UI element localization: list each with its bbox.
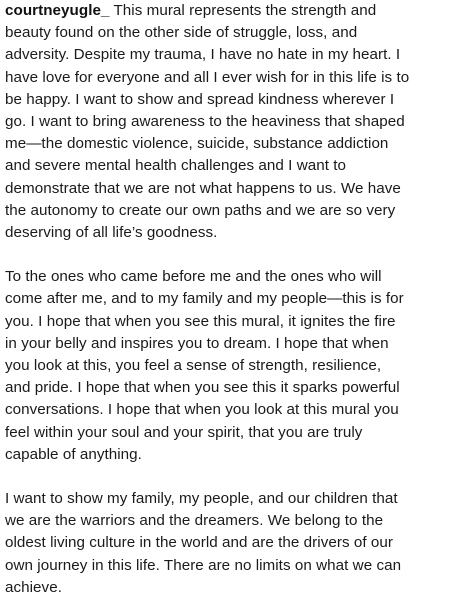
caption-line: feel within your soul and your spirit, that you are truly bbox=[5, 423, 363, 441]
caption-line: deserving of all life’s goodness. bbox=[5, 224, 218, 242]
caption-line: you look at this, you feel a sense of strength, resilience, bbox=[5, 357, 382, 375]
post-caption bbox=[5, 0, 453, 599]
caption-line: courtneyugle_ This mural represents the strength and bbox=[5, 2, 377, 19]
caption-line: own journey in this life. There are no limits on what we can bbox=[5, 556, 402, 574]
caption-line: and severe mental health challenges and I want to bbox=[5, 157, 347, 175]
caption-line: we are the warriors and the dreamers. We belong to the bbox=[5, 512, 384, 530]
caption-line: come after me, and to my family and my people—this is for bbox=[5, 290, 404, 308]
caption-line: beauty found on the other side of struggle, loss, and bbox=[5, 24, 358, 42]
caption-line: go. I want to bring awareness to the heaviness that shaped bbox=[5, 113, 405, 131]
caption-line: conversations. I hope that when you look at this mural you bbox=[5, 401, 399, 419]
caption-line: in your belly and inspires you to dream. I hope that when bbox=[5, 334, 389, 352]
caption-paragraph-3 bbox=[5, 488, 453, 599]
caption-line: be happy. I want to show and spread kindness wherever I bbox=[5, 90, 395, 108]
username-link[interactable]: courtneyugle_ bbox=[5, 2, 110, 19]
caption-line: achieve. bbox=[5, 578, 62, 596]
caption-line: have love for everyone and all I ever wish for in this life is to bbox=[5, 68, 410, 86]
caption-line: adversity. Despite my trauma, I have no hate in my heart. I bbox=[5, 46, 401, 64]
caption-line: me—the domestic violence, suicide, substance addiction bbox=[5, 135, 389, 153]
caption-line: the autonomy to create our own paths and we are so very bbox=[5, 201, 396, 219]
caption-line: To the ones who came before me and the ones who will bbox=[5, 268, 382, 286]
caption-line: capable of anything. bbox=[5, 445, 142, 463]
caption-paragraph-1 bbox=[5, 0, 453, 244]
caption-paragraph-2 bbox=[5, 266, 453, 466]
caption-line: and pride. I hope that when you see this it sparks powerful bbox=[5, 379, 400, 397]
caption-line: I want to show my family, my people, and our children that bbox=[5, 490, 398, 508]
caption-line: oldest living culture in the world and are the drivers of our bbox=[5, 534, 394, 552]
caption-line: demonstrate that we are not what happens to us. We have bbox=[5, 179, 401, 197]
caption-line: you. I hope that when you see this mural, it ignites the fire bbox=[5, 312, 396, 330]
